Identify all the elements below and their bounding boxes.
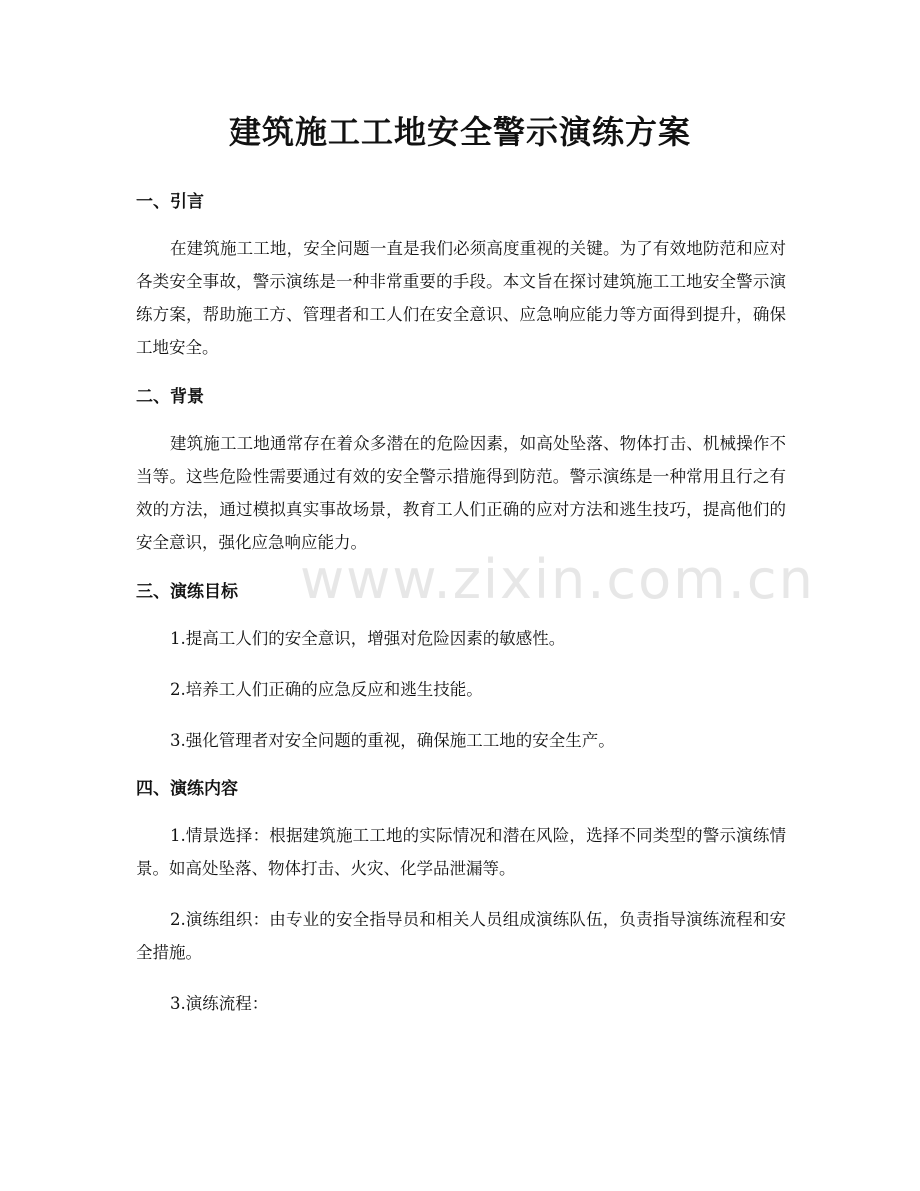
section-introduction bbox=[136, 188, 786, 364]
paragraph: 建筑施工工地通常存在着众多潜在的危险因素，如高处坠落、物体打击、机械操作不当等。这些危险性需要通过有效的安全警示措施得到防范。警示演练是一种常用且行之有效的方法，通过模拟真实事故场景，教育工人们正确的应对方法和逃生技巧，提高他们的安全意识，强化应急响应能力。 bbox=[136, 434, 786, 552]
list-item: 1.提高工人们的安全意识，增强对危险因素的敏感性。 bbox=[170, 629, 566, 648]
list-item: 2.演练组织：由专业的安全指导员和相关人员组成演练队伍，负责指导演练流程和安全措施。 bbox=[136, 910, 786, 962]
section-drill-content bbox=[136, 775, 786, 1020]
watermark: www.zixin.com.cn bbox=[300, 548, 815, 611]
section-background bbox=[136, 383, 786, 559]
document-title: 建筑施工工地安全警示演练方案 bbox=[228, 113, 691, 151]
paragraph: 在建筑施工工地，安全问题一直是我们必须高度重视的关键。为了有效地防范和应对各类安全事故，警示演练是一种非常重要的手段。本文旨在探讨建筑施工工地安全警示演练方案，帮助施工方、管理者和工人们在安全意识、应急响应能力等方面得到提升，确保工地安全。 bbox=[136, 239, 786, 357]
list-item: 2.培养工人们正确的应急反应和逃生技能。 bbox=[170, 680, 483, 699]
list-item: 3.强化管理者对安全问题的重视，确保施工工地的安全生产。 bbox=[170, 731, 615, 750]
list-item: 3.演练流程： bbox=[170, 994, 269, 1013]
section-heading: 一、引言 bbox=[136, 192, 204, 212]
list-item: 1.情景选择：根据建筑施工工地的实际情况和潜在风险，选择不同类型的警示演练情景。如高处坠落、物体打击、火灾、化学品泄漏等。 bbox=[136, 826, 786, 878]
section-heading: 三、演练目标 bbox=[136, 582, 238, 602]
section-drill-goals bbox=[136, 578, 786, 757]
section-heading: 二、背景 bbox=[136, 387, 204, 407]
section-heading: 四、演练内容 bbox=[136, 779, 238, 799]
document-body bbox=[136, 188, 786, 1038]
